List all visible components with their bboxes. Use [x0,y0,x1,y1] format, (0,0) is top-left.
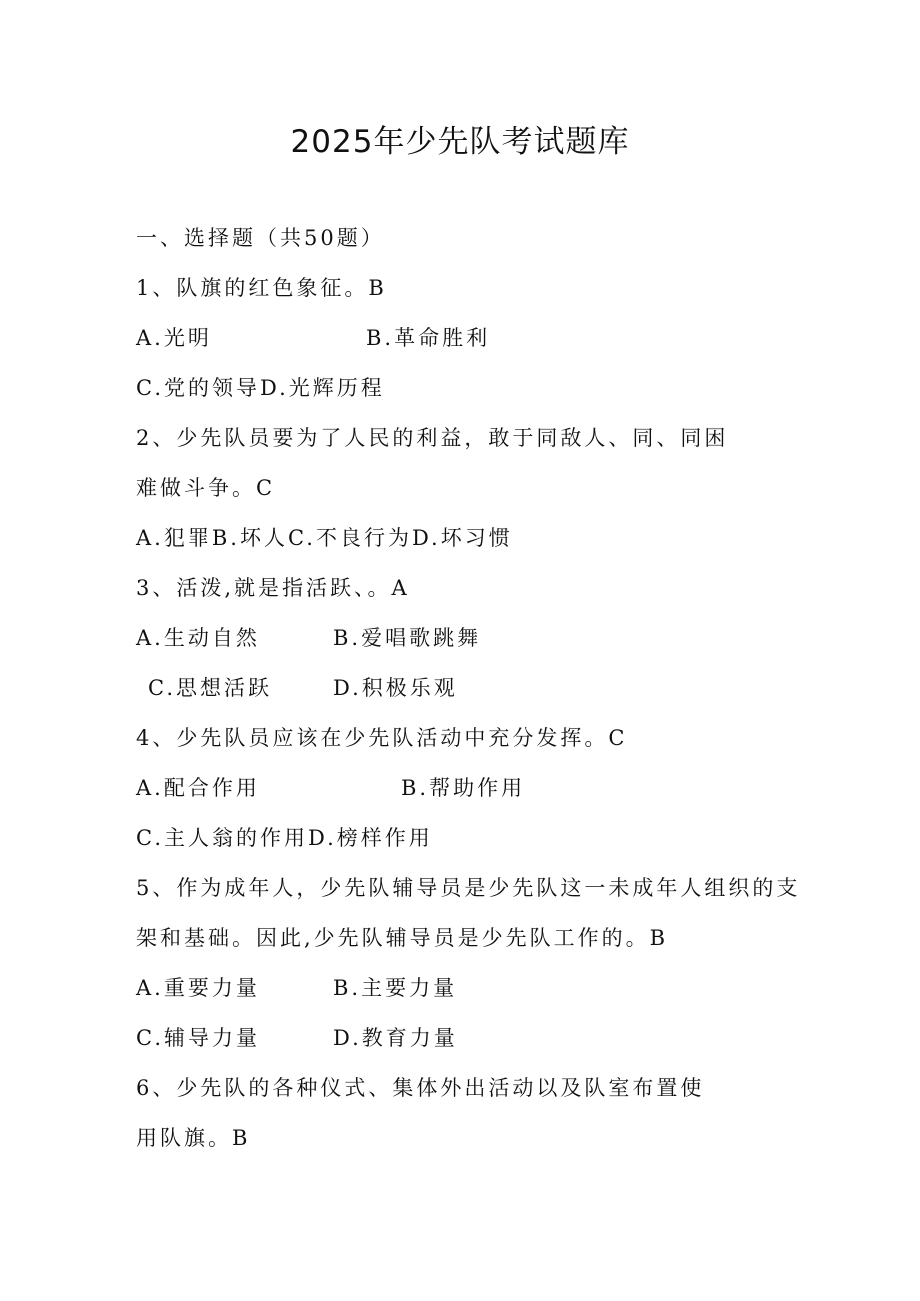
question-4-stem: 4、少先队员应该在少先队活动中充分发挥。C [136,726,628,750]
option-a: A.重要力量 [136,976,260,1000]
question-4-options-row-2: C.主人翁的作用D.榜样作用 [136,826,433,850]
question-1-options-row-1 [136,323,736,353]
question-6-stem-line-1: 6、少先队的各种仪式、集体外出活动以及队室布置使 [136,1076,705,1100]
question-5-options-row-1 [136,973,736,1003]
option-a: A.生动自然 [136,626,260,650]
question-1-options-row-2: C.党的领导D.光辉历程 [136,376,385,400]
option-d: D.积极乐观 [333,676,458,700]
question-2-stem-line-1: 2、少先队员要为了人民的利益，敢于同敌人、同、同困 [136,426,729,450]
question-4-options-row-1 [136,773,736,803]
question-3-options-row-1 [136,623,736,653]
page-title: 2025年少先队考试题库 [290,124,630,160]
question-6-stem-line-2: 用队旗。B [136,1126,251,1150]
question-3-stem: 3、活泼,就是指活跃、。A [136,576,410,600]
question-2-options: A.犯罪B.坏人C.不良行为D.坏习惯 [136,526,513,550]
option-a: A.配合作用 [136,776,260,800]
section-heading: 一、选择题（共50题） [136,226,385,250]
option-c: C.辅导力量 [136,1026,260,1050]
question-5-stem-line-1: 5、作为成年人，少先队辅导员是少先队这一未成年人组织的支 [136,876,801,900]
option-c: C.思想活跃 [148,676,272,700]
question-2-stem-line-2: 难做斗争。C [136,476,276,500]
question-5-options-row-2 [136,1023,736,1053]
option-b: B.爱唱歌跳舞 [333,626,482,650]
option-b: B.帮助作用 [401,776,526,800]
option-b: B.革命胜利 [366,326,491,350]
question-5-stem-line-2: 架和基础。因此,少先队辅导员是少先队工作的。B [136,926,669,950]
option-b: B.主要力量 [333,976,458,1000]
option-d: D.教育力量 [333,1026,458,1050]
question-1-stem: 1、队旗的红色象征。B [136,276,387,300]
question-3-options-row-2 [148,673,748,703]
option-a: A.光明 [136,326,212,350]
